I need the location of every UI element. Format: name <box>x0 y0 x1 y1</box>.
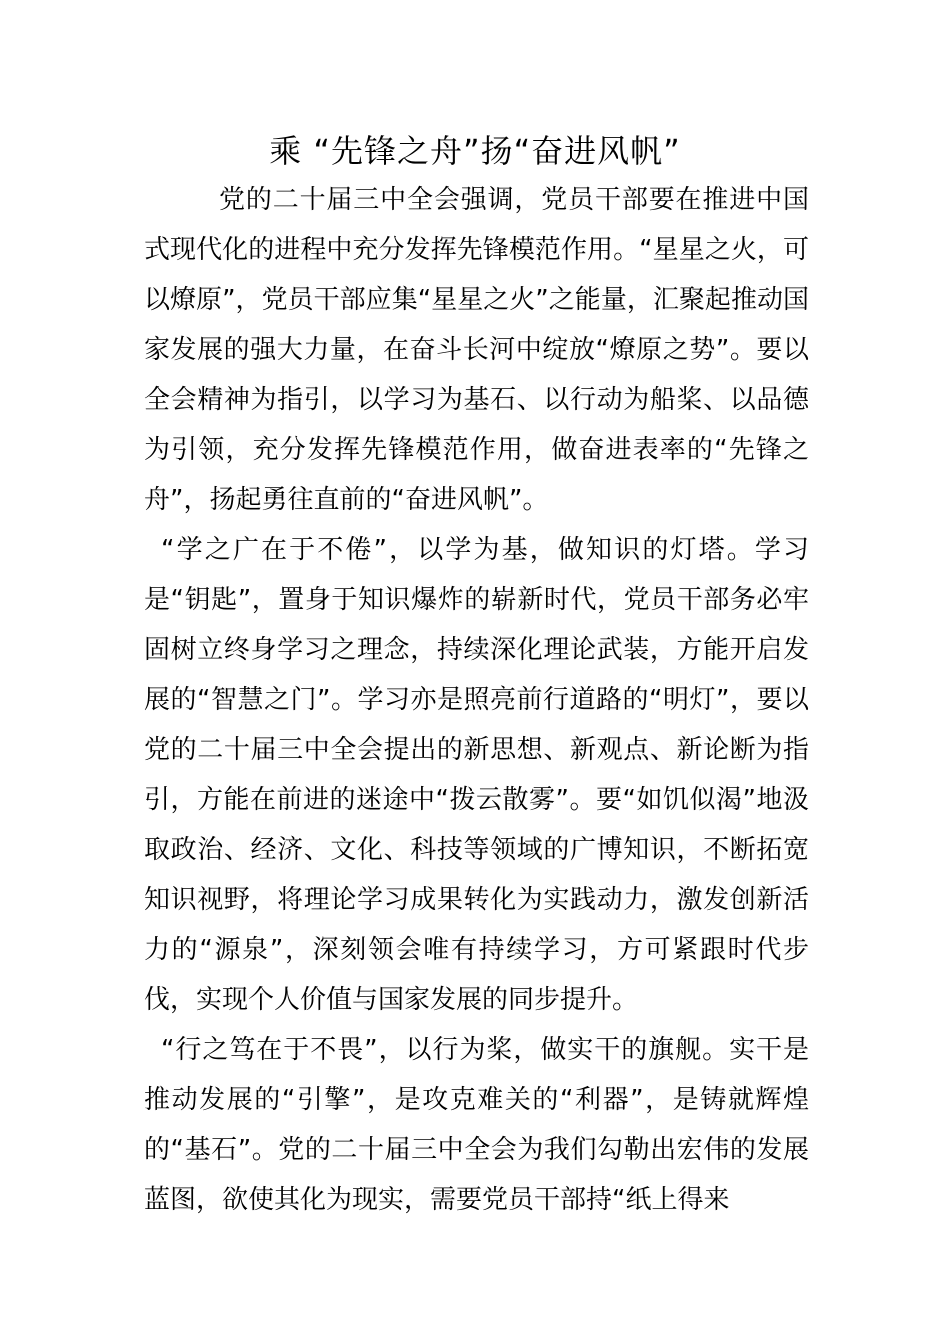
document-body <box>144 175 809 1225</box>
paragraph-learning: “学之广在于不倦”，以学为基，做知识的灯塔。学习是“钥匙”，置身于知识爆炸的崭新时代，党员干部务必牢固树立终身学习之理念，持续深化理论武装，方能开启发展的“智慧之门”。学习亦是照亮前行道路的“明灯”，要以党的二十届三中全会提出的新思想、新观点、新论断为指引，方能在前进的迷途中“拨云散雾”。要“如饥似渴”地汲取政治、经济、文化、科技等领域的广博知识，不断拓宽知识视野，将理论学习成果转化为实践动力，激发创新活力的“源泉”，深刻领会唯有持续学习，方可紧跟时代步伐，实现个人价值与国家发展的同步提升。 <box>144 535 809 1015</box>
paragraph-action: “行之笃在于不畏”，以行为桨，做实干的旗舰。实干是推动发展的“引擎”，是攻克难关的“利器”，是铸就辉煌的“基石”。党的二十届三中全会为我们勾勒出宏伟的发展蓝图，欲使其化为现实，需要党员干部持“纸上得来 <box>144 1035 809 1215</box>
document-title: 乘 “先锋之舟”扬“奋进风帆” <box>269 132 681 170</box>
paragraph-intro: 党的二十届三中全会强调，党员干部要在推进中国式现代化的进程中充分发挥先锋模范作用。“星星之火，可以燎原”，党员干部应集“星星之火”之能量，汇聚起推动国家发展的强大力量，在奋斗长河中绽放“燎原之势”。要以全会精神为指引，以学习为基石、以行动为船桨、以品德为引领，充分发挥先锋模范作用，做奋进表率的“先锋之舟”，扬起勇往直前的“奋进风帆”。 <box>144 185 809 515</box>
